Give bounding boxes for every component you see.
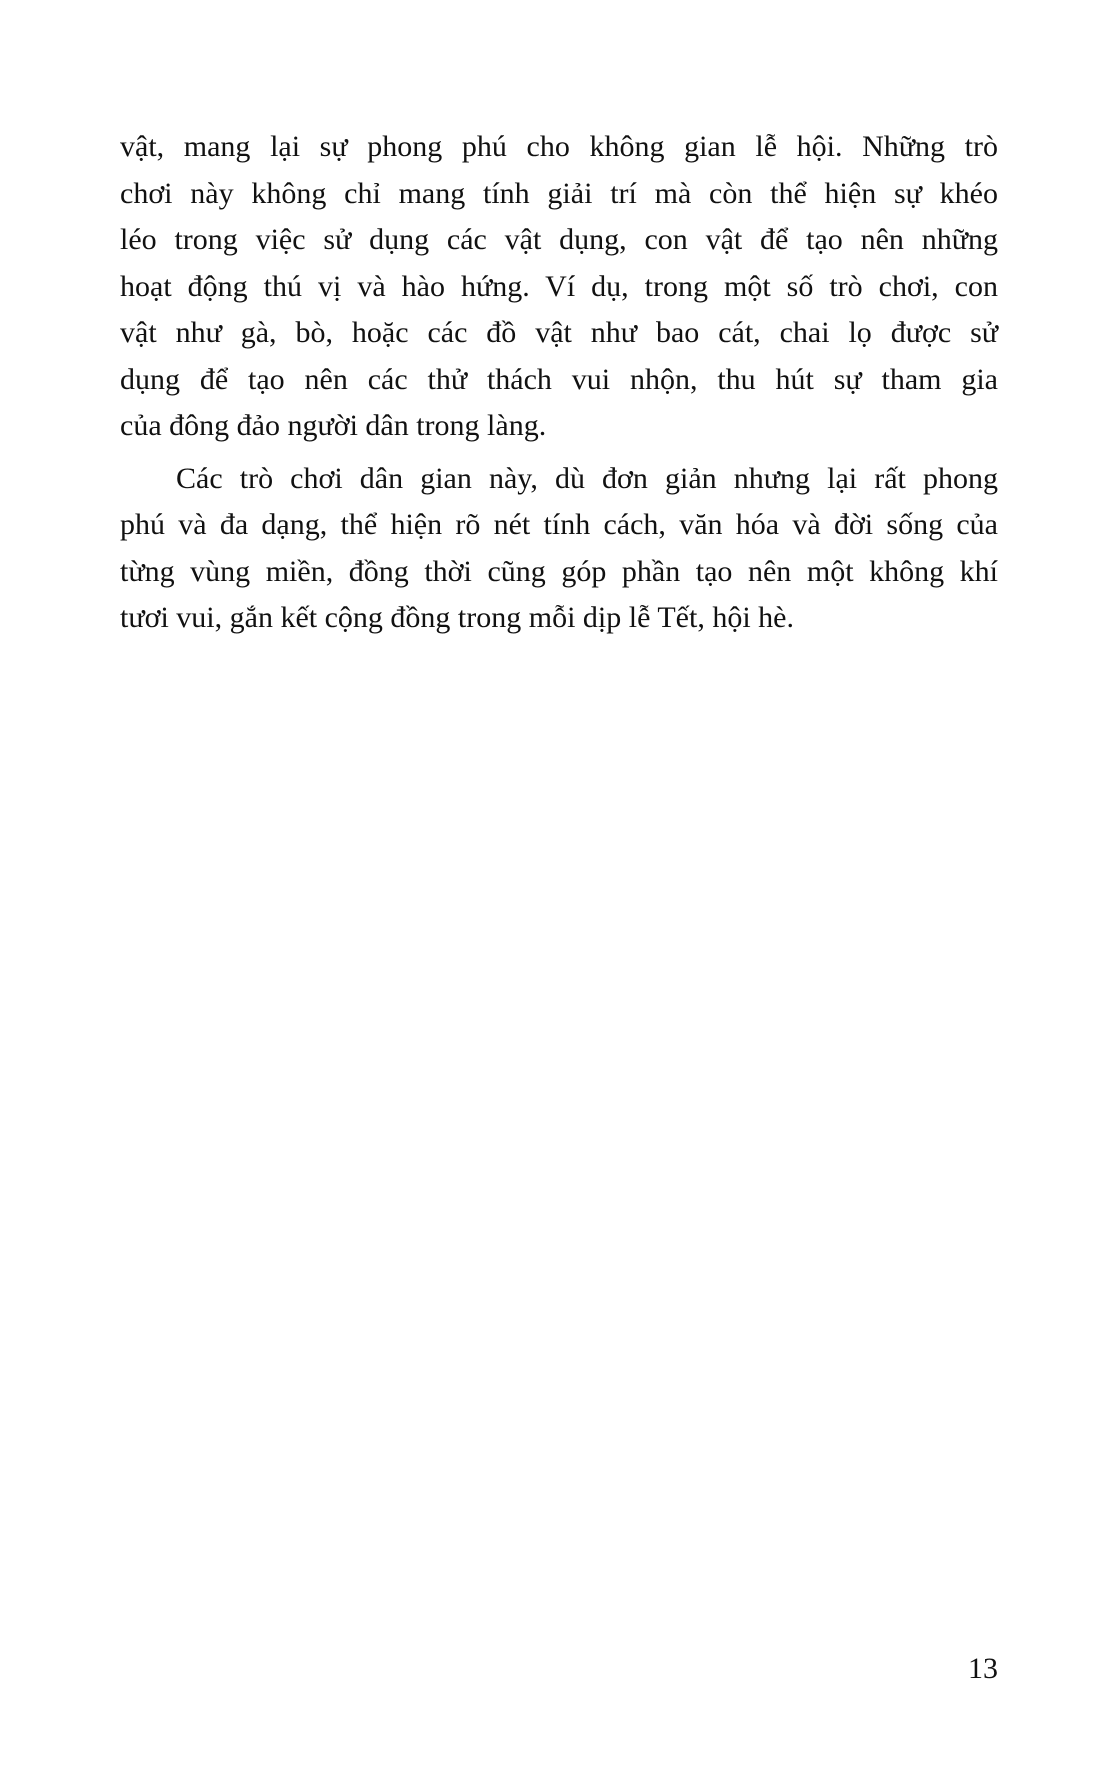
- text-line: chơi này không chỉ mang tính giải trí mà còn thể hiện sự khéo: [120, 176, 998, 210]
- body-text: [120, 124, 998, 648]
- text-line: vật, mang lại sự phong phú cho không gian lễ hội. Những trò: [120, 130, 998, 163]
- text-line: từng vùng miền, đồng thời cũng góp phần tạo nên một không khí: [120, 554, 998, 588]
- text-line: Các trò chơi dân gian này, dù đơn giản nhưng lại rất phong: [176, 461, 998, 495]
- text-line: phú và đa dạng, thể hiện rõ nét tính cách, văn hóa và đời sống của: [120, 508, 998, 541]
- text-line: léo trong việc sử dụng các vật dụng, con vật để tạo nên những: [120, 223, 998, 256]
- text-line: tươi vui, gắn kết cộng đồng trong mỗi dịp lễ Tết, hội hè.: [120, 601, 794, 634]
- text-line: hoạt động thú vị và hào hứng. Ví dụ, trong một số trò chơi, con: [120, 269, 998, 303]
- text-line: dụng để tạo nên các thử thách vui nhộn, thu hút sự tham gia: [120, 362, 998, 396]
- text-line: của đông đảo người dân trong làng.: [120, 409, 547, 442]
- paragraph-2: [120, 456, 998, 642]
- text-line: vật như gà, bò, hoặc các đồ vật như bao cát, chai lọ được sử: [120, 316, 998, 349]
- page-number: 13: [968, 1652, 998, 1685]
- paragraph-1: [120, 124, 998, 450]
